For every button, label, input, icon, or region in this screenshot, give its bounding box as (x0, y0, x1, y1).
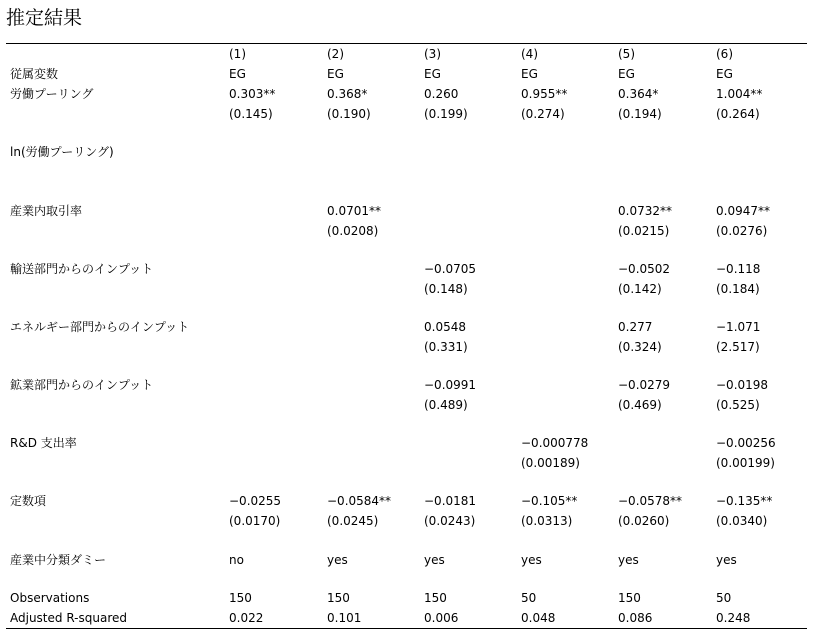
dep-var-value: EG (618, 67, 635, 81)
footer-value: 150 (327, 591, 350, 605)
footer-value: 150 (618, 591, 641, 605)
se-cell: (2.517) (716, 340, 760, 354)
footer-value: 150 (229, 591, 252, 605)
row-label: 定数項 (10, 494, 47, 508)
coef-cell: −0.105** (521, 494, 578, 508)
coef-cell: 0.0947** (716, 204, 770, 218)
se-cell: (0.00199) (716, 456, 775, 470)
se-cell: (0.0260) (618, 514, 670, 528)
se-cell: (0.324) (618, 340, 662, 354)
row-label: 輸送部門からのインプット (10, 262, 154, 276)
dep-var-value: EG (424, 67, 441, 81)
column-number: (3) (424, 47, 441, 61)
footer-value: 150 (424, 591, 447, 605)
se-cell: (0.0340) (716, 514, 768, 528)
se-cell: (0.199) (424, 107, 468, 121)
dep-var-value: EG (327, 67, 344, 81)
row-label: R&D 支出率 (10, 436, 77, 450)
column-number: (6) (716, 47, 733, 61)
dep-var-value: EG (229, 67, 246, 81)
coef-cell: 0.955** (521, 87, 568, 101)
footer-value: 0.086 (618, 611, 653, 625)
se-cell: (0.194) (618, 107, 662, 121)
coef-cell: yes (424, 553, 445, 567)
coef-cell: 0.368* (327, 87, 368, 101)
se-cell: (0.0208) (327, 224, 379, 238)
footer-value: 50 (521, 591, 537, 605)
coef-cell: −0.00256 (716, 436, 776, 450)
coef-cell: −0.0705 (424, 262, 477, 276)
coef-cell: yes (618, 553, 639, 567)
se-cell: (0.0313) (521, 514, 573, 528)
se-cell: (0.190) (327, 107, 371, 121)
coef-cell: yes (327, 553, 348, 567)
footer-value: 50 (716, 591, 732, 605)
coef-cell: 0.364* (618, 87, 659, 101)
coef-cell: 0.0701** (327, 204, 381, 218)
coef-cell: 0.0548 (424, 320, 466, 334)
coef-cell: 1.004** (716, 87, 763, 101)
row-label: ln(労働プーリング) (10, 145, 114, 159)
footer-value: 0.022 (229, 611, 264, 625)
coef-cell: −1.071 (716, 320, 761, 334)
row-label: 労働プーリング (10, 87, 94, 101)
footer-value: 0.048 (521, 611, 556, 625)
se-cell: (0.264) (716, 107, 760, 121)
coef-cell: 0.0732** (618, 204, 672, 218)
dep-var-value: EG (521, 67, 538, 81)
se-cell: (0.331) (424, 340, 468, 354)
row-label: 産業中分類ダミー (10, 553, 107, 567)
se-cell: (0.0245) (327, 514, 379, 528)
coef-cell: −0.0255 (229, 494, 282, 508)
se-cell: (0.00189) (521, 456, 580, 470)
se-cell: (0.0276) (716, 224, 768, 238)
coef-cell: −0.0279 (618, 378, 671, 392)
top-rule (6, 43, 807, 44)
coef-cell: −0.0991 (424, 378, 477, 392)
column-number: (5) (618, 47, 635, 61)
coef-cell: −0.0502 (618, 262, 671, 276)
coef-cell: 0.277 (618, 320, 653, 334)
column-number: (2) (327, 47, 344, 61)
se-cell: (0.489) (424, 398, 468, 412)
se-cell: (0.469) (618, 398, 662, 412)
column-number: (4) (521, 47, 538, 61)
dep-var-value: EG (716, 67, 733, 81)
page-title: 推定結果 (6, 7, 83, 29)
coef-cell: yes (521, 553, 542, 567)
se-cell: (0.525) (716, 398, 760, 412)
footer-label: Observations (10, 591, 90, 605)
coef-cell: −0.135** (716, 494, 773, 508)
footer-value: 0.101 (327, 611, 362, 625)
row-label: エネルギー部門からのインプット (10, 320, 190, 334)
se-cell: (0.0215) (618, 224, 670, 238)
row-label: 鉱業部門からのインプット (10, 378, 154, 392)
coef-cell: yes (716, 553, 737, 567)
row-label: 産業内取引率 (10, 204, 83, 218)
coef-cell: 0.260 (424, 87, 459, 101)
se-cell: (0.145) (229, 107, 273, 121)
coef-cell: −0.0198 (716, 378, 769, 392)
se-cell: (0.0243) (424, 514, 476, 528)
coef-cell: −0.000778 (521, 436, 589, 450)
se-cell: (0.184) (716, 282, 760, 296)
coef-cell: −0.0584** (327, 494, 392, 508)
se-cell: (0.148) (424, 282, 468, 296)
coef-cell: −0.0181 (424, 494, 477, 508)
footer-label: Adjusted R-squared (10, 611, 128, 625)
coef-cell: −0.118 (716, 262, 761, 276)
dep-var-label: 従属変数 (10, 67, 59, 81)
se-cell: (0.0170) (229, 514, 281, 528)
bottom-rule (6, 628, 807, 629)
coef-cell: −0.0578** (618, 494, 683, 508)
column-number: (1) (229, 47, 246, 61)
footer-value: 0.248 (716, 611, 751, 625)
coef-cell: 0.303** (229, 87, 276, 101)
coef-cell: no (229, 553, 244, 567)
se-cell: (0.142) (618, 282, 662, 296)
se-cell: (0.274) (521, 107, 565, 121)
footer-value: 0.006 (424, 611, 459, 625)
